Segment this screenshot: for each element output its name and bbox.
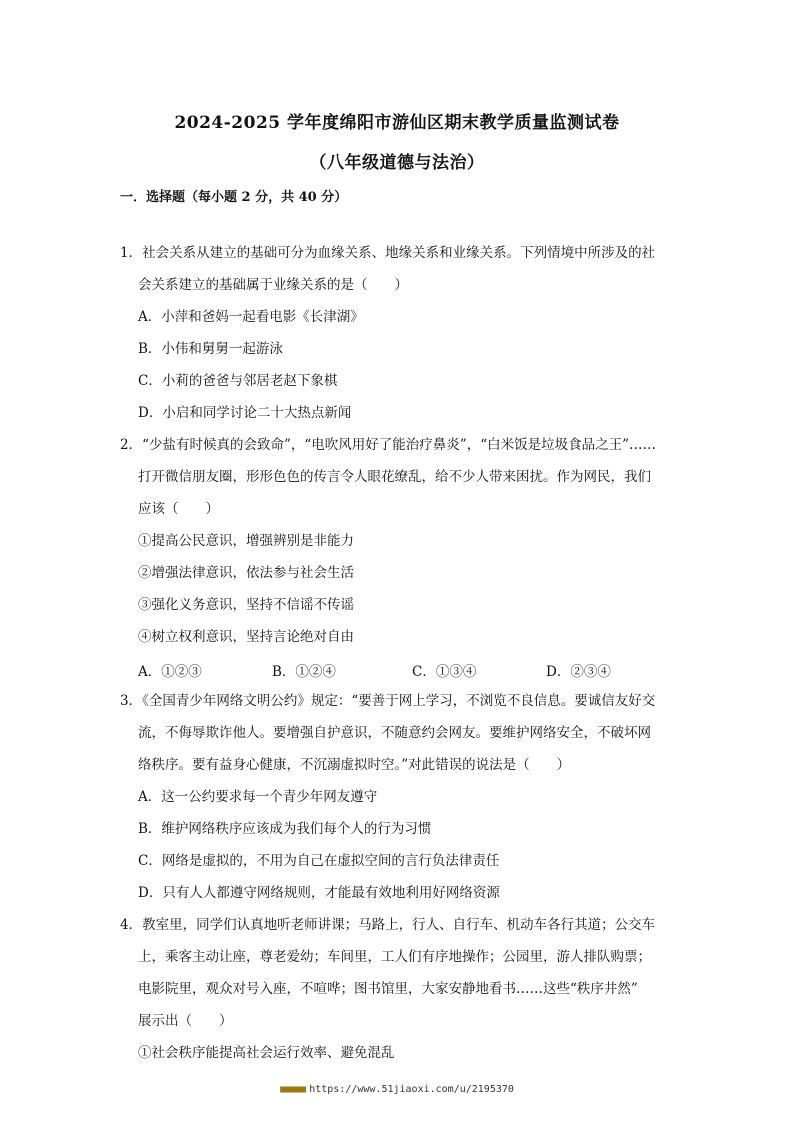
watermark-logo: ■■■■■ — [280, 1084, 306, 1095]
q3-stem-line-1: 3．《全国青少年网络文明公约》规定：“要善于网上学习，不浏览不良信息。要诚信友好交 — [120, 693, 656, 709]
exam-subtitle: （八年级道德与法治） — [309, 153, 485, 173]
q3-option-d: D．只有人人都遵守网络规则，才能最有效地利用好网络资源 — [138, 885, 500, 901]
q1-option-b: B．小伟和舅舅一起游泳 — [138, 341, 283, 357]
q4-stem-line-2: 上，乘客主动让座，尊老爱幼；车间里，工人们有序地操作；公园里，游人排队购票； — [138, 949, 651, 965]
q2-options — [138, 660, 678, 680]
q2-option-b: B．①②④ — [272, 664, 336, 680]
q2-statement-3: ③强化义务意识，坚持不信谣不传谣 — [138, 597, 354, 613]
q3-stem-line-3: 络秩序。要有益身心健康，不沉溺虚拟时空。”对此错误的说法是（ ） — [138, 757, 571, 773]
q1-option-c: C．小莉的爸爸与邻居老赵下象棋 — [138, 373, 338, 389]
q4-stem-line-1: 4．教室里，同学们认真地听老师讲课；马路上，行人、自行车、机动车各行其道；公交车 — [120, 917, 656, 933]
q4-statement-1: ①社会秩序能提高社会运行效率、避免混乱 — [138, 1045, 395, 1061]
q2-stem-line-3: 应该（ ） — [138, 501, 219, 517]
q1-stem-line-1: 1．社会关系从建立的基础可分为血缘关系、地缘关系和业缘关系。下列情境中所涉及的社 — [120, 245, 656, 261]
section-heading: 一．选择题（每小题 2 分，共 40 分） — [120, 190, 348, 205]
q4-stem-line-4: 展示出（ ） — [138, 1013, 233, 1029]
q2-statement-2: ②增强法律意识，依法参与社会生活 — [138, 565, 354, 581]
q3-option-b: B．维护网络秩序应该成为我们每个人的行为习惯 — [138, 821, 432, 837]
q2-statement-4: ④树立权利意识，坚持言论绝对自由 — [138, 629, 354, 645]
q2-stem-line-2: 打开微信朋友圈，形形色色的传言令人眼花缭乱，给不少人带来困扰。作为网民，我们 — [138, 469, 651, 485]
q3-stem-line-2: 流，不侮辱欺诈他人。要增强自护意识，不随意约会网友。要维护网络安全，不破坏网 — [138, 725, 651, 741]
q1-option-d: D．小启和同学讨论二十大热点新闻 — [138, 405, 352, 421]
q2-option-a: A．①②③ — [138, 664, 202, 680]
q2-option-c: C．①③④ — [412, 664, 477, 680]
q3-option-c: C．网络是虚拟的，不用为自己在虚拟空间的言行负法律责任 — [138, 853, 500, 869]
exam-title: 2024-2025 学年度绵阳市游仙区期末教学质量监测试卷 — [174, 113, 620, 133]
q4-stem-line-3: 电影院里，观众对号入座，不喧哗；图书馆里，大家安静地看书……这些“秩序井然” — [138, 981, 638, 997]
q2-option-d: D．②③④ — [546, 664, 611, 680]
q3-option-a: A．这一公约要求每一个青少年网友遵守 — [138, 789, 378, 805]
q1-stem-line-2: 会关系建立的基础属于业缘关系的是（ ） — [138, 277, 408, 293]
page-footer — [0, 1084, 794, 1095]
q2-statement-1: ①提高公民意识，增强辨别是非能力 — [138, 533, 354, 549]
footer-url[interactable]: https://www.51jiaoxi.com/u/2195370 — [309, 1084, 514, 1095]
q1-option-a: A．小萍和爸妈一起看电影《长津湖》 — [138, 309, 364, 325]
q2-stem-line-1: 2．“少盐有时候真的会致命”，“电吹风用好了能治疗鼻炎”，“白米饭是垃圾食品之王”…… — [120, 437, 656, 453]
